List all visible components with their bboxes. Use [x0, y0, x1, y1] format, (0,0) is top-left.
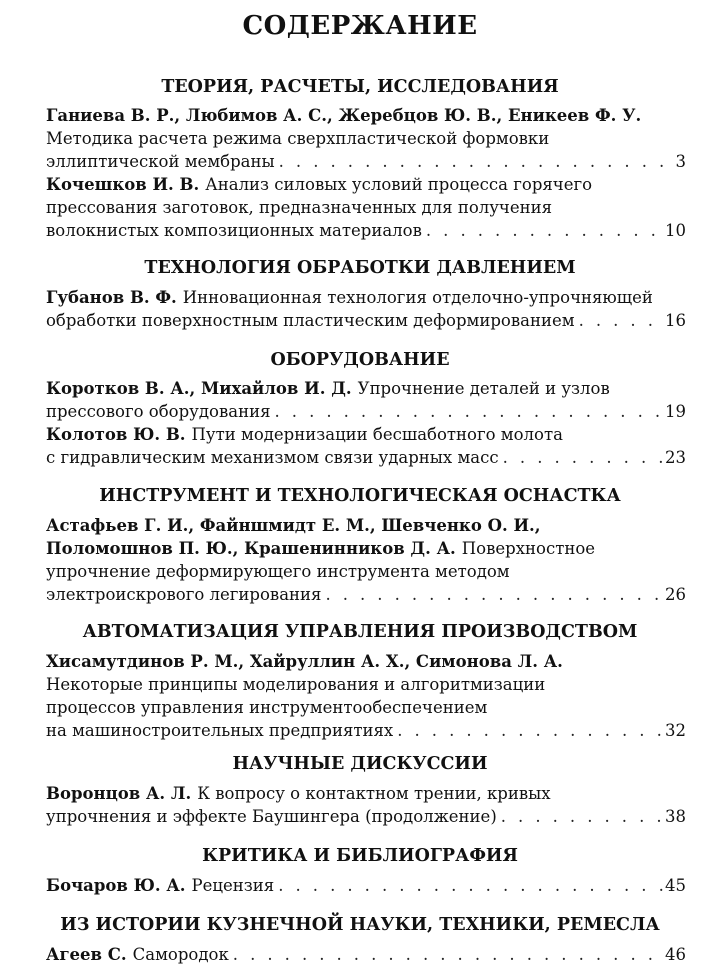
- toc-entry-line: [46, 783, 686, 805]
- entry-title: волокнистых композиционных материалов: [46, 221, 422, 240]
- dot-leader: [426, 220, 663, 242]
- toc-entry-line: [46, 651, 686, 673]
- entry-authors: Губанов В. Ф.: [46, 288, 177, 307]
- entry-title: упрочнения и эффекте Баушингера (продолжение): [46, 807, 497, 826]
- page-number: 23: [665, 448, 686, 467]
- toc-entry-line: [46, 944, 686, 966]
- section-heading: НАУЧНЫЕ ДИСКУССИИ: [232, 754, 488, 774]
- toc-entry-line: [46, 151, 686, 173]
- page-number: 38: [665, 807, 686, 826]
- entry-authors: Хисамутдинов Р. М., Хайруллин А. Х., Симонова Л. А.: [46, 652, 563, 671]
- toc-entry-line: [46, 674, 686, 696]
- page-number: 10: [665, 221, 686, 240]
- entry-title: эллиптической мембраны: [46, 152, 275, 171]
- entry-title: прессового оборудования: [46, 402, 271, 421]
- section-heading: АВТОМАТИЗАЦИЯ УПРАВЛЕНИЯ ПРОИЗВОДСТВОМ: [82, 622, 638, 642]
- section-heading: ТЕХНОЛОГИЯ ОБРАБОТКИ ДАВЛЕНИЕМ: [144, 258, 576, 278]
- entry-title: с гидравлическим механизмом связи ударных масс: [46, 448, 499, 467]
- section-heading: ИНСТРУМЕНТ И ТЕХНОЛОГИЧЕСКАЯ ОСНАСТКА: [99, 486, 621, 506]
- entry-authors: Агеев С.: [46, 945, 127, 964]
- entry-title: Пути модернизации бесшаботного молота: [191, 425, 563, 444]
- entry-title: обработки поверхностным пластическим деформированием: [46, 311, 575, 330]
- toc-entry-line: [46, 287, 686, 309]
- entry-title: Некоторые принципы моделирования и алгоритмизации: [46, 675, 546, 694]
- toc-entry-line: [46, 220, 686, 242]
- toc-entry-line: [46, 310, 686, 332]
- section-heading: ИЗ ИСТОРИИ КУЗНЕЧНОЙ НАУКИ, ТЕХНИКИ, РЕМЕСЛА: [60, 915, 660, 935]
- entry-title: на машиностроительных предприятиях: [46, 721, 394, 740]
- toc-entry-line: [46, 561, 686, 583]
- toc-entry-line: [46, 806, 686, 828]
- entry-title: Поверхностное: [461, 539, 596, 558]
- dot-leader: [274, 401, 663, 423]
- dot-leader: [233, 944, 663, 966]
- entry-title: прессования заготовок, предназначенных для получения: [46, 198, 553, 217]
- toc-entry-line: [46, 378, 686, 400]
- entry-title: электроискрового легирования: [46, 585, 322, 604]
- entry-title: К вопросу о контактном трении, кривых: [197, 784, 551, 803]
- entry-title: Упрочнение деталей и узлов: [357, 379, 610, 398]
- entry-title: Самородок: [132, 945, 229, 964]
- page-number: 19: [665, 402, 686, 421]
- entry-authors: Воронцов А. Л.: [46, 784, 192, 803]
- entry-authors: Коротков В. А., Михайлов И. Д.: [46, 379, 352, 398]
- entry-title: Рецензия: [191, 876, 275, 895]
- dot-leader: [325, 584, 663, 606]
- page-number: 45: [665, 876, 686, 895]
- toc-entry-line: [46, 174, 686, 196]
- toc-entry-line: [46, 584, 686, 606]
- toc-entry-line: [46, 720, 686, 742]
- section-heading: ТЕОРИЯ, РАСЧЕТЫ, ИССЛЕДОВАНИЯ: [161, 77, 559, 97]
- toc-entry-line: [46, 697, 686, 719]
- entry-authors: Кочешков И. В.: [46, 175, 200, 194]
- dot-leader: [279, 151, 670, 173]
- toc-entry-line: [46, 105, 686, 127]
- page-number: 32: [665, 721, 686, 740]
- entry-title: Анализ силовых условий процесса горячего: [205, 175, 593, 194]
- page-title: СОДЕРЖАНИЕ: [242, 11, 478, 41]
- toc-entry-line: [46, 515, 686, 537]
- page-number: 46: [665, 945, 686, 964]
- entry-title: упрочнение деформирующего инструмента методом: [46, 562, 510, 581]
- dot-leader: [397, 720, 663, 742]
- page-number: 26: [665, 585, 686, 604]
- section-heading: КРИТИКА И БИБЛИОГРАФИЯ: [202, 846, 518, 866]
- toc-entry-line: [46, 447, 686, 469]
- entry-authors: Поломошнов П. Ю., Крашенинников Д. А.: [46, 539, 456, 558]
- dot-leader: [503, 447, 663, 469]
- entry-authors: Колотов Ю. В.: [46, 425, 186, 444]
- section-heading: ОБОРУДОВАНИЕ: [270, 350, 450, 370]
- entry-title: процессов управления инструментообеспечением: [46, 698, 488, 717]
- entry-title: Инновационная технология отделочно-упрочняющей: [182, 288, 653, 307]
- toc-entry-line: [46, 401, 686, 423]
- page-number: 16: [665, 311, 686, 330]
- toc-entry-line: [46, 128, 686, 150]
- page-number: 3: [675, 152, 686, 171]
- toc-entry-line: [46, 424, 686, 446]
- entry-authors: Ганиева В. Р., Любимов А. С., Жеребцов Ю. В., Еникеев Ф. У.: [46, 106, 642, 125]
- dot-leader: [278, 875, 663, 897]
- dot-leader: [501, 806, 663, 828]
- dot-leader: [579, 310, 663, 332]
- entry-title: Методика расчета режима сверхпластической формовки: [46, 129, 550, 148]
- toc-entry-line: [46, 197, 686, 219]
- toc-entry-line: [46, 875, 686, 897]
- entry-authors: Бочаров Ю. А.: [46, 876, 186, 895]
- entry-authors: Астафьев Г. И., Файншмидт Е. М., Шевченко О. И.,: [46, 516, 541, 535]
- toc-entry-line: [46, 538, 686, 560]
